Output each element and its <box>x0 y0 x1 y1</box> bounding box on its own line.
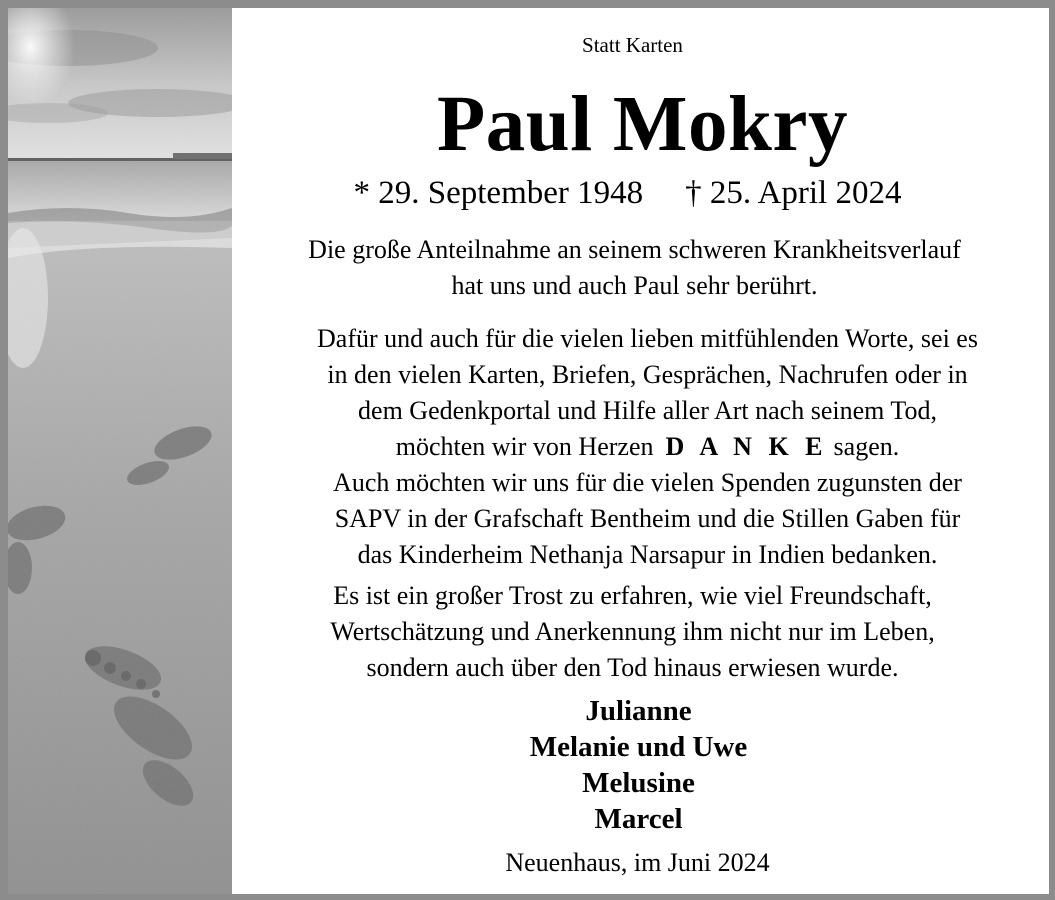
paragraph-2-line: Auch möchten wir uns für die vielen Spenden zugunsten der <box>333 468 962 497</box>
signatures <box>230 693 1047 837</box>
paragraph-1-line: Die große Anteilnahme an seinem schweren Krankheitsverlauf <box>308 235 961 264</box>
danke-after: sagen. <box>833 432 900 461</box>
signature-name: Marcel <box>594 803 683 835</box>
place-date: Neuenhaus, im Juni 2024 <box>505 848 770 877</box>
intro-text: Statt Karten <box>582 33 683 57</box>
paragraph-3-line: Es ist ein großer Trost zu erfahren, wie viel Freundschaft, <box>333 581 932 610</box>
signature-name: Melusine <box>582 767 695 799</box>
signature-name: Melanie und Uwe <box>529 731 748 763</box>
paragraph-2-line: in den vielen Karten, Briefen, Gesprächen, Nachrufen oder in <box>327 360 968 389</box>
paragraph-3-line: Wertschätzung und Anerkennung ihm nicht nur im Leben, <box>330 617 935 646</box>
paragraph-3 <box>224 578 1041 686</box>
beach-footprints-photo <box>8 8 232 894</box>
paragraph-2-line: SAPV in der Grafschaft Bentheim und die Stillen Gaben für <box>334 504 961 533</box>
paragraph-2-line: das Kinderheim Nethanja Narsapur in Indien bedanken. <box>357 540 938 569</box>
birth-date: * 29. September 1948 <box>353 175 644 211</box>
notice-text-area <box>232 8 1049 894</box>
paragraph-2-line: Dafür und auch für die vielen lieben mitfühlenden Worte, sei es <box>317 324 978 353</box>
paragraph-3-line: sondern auch über den Tod hinaus erwiesen wurde. <box>366 653 899 682</box>
danke-before: möchten wir von Herzen <box>395 432 654 461</box>
danke-word: D A N K E <box>665 432 828 461</box>
paragraph-2-line: dem Gedenkportal und Hilfe aller Art nach seinem Tod, <box>358 396 937 425</box>
signature-name: Julianne <box>585 695 692 727</box>
paragraph-1-line: hat uns und auch Paul sehr berührt. <box>451 271 818 300</box>
danke-line <box>239 429 1055 465</box>
death-date: † 25. April 2024 <box>685 175 902 211</box>
life-dates <box>219 175 1036 212</box>
deceased-name: Paul Mokry <box>437 81 848 168</box>
paragraph-1 <box>226 232 1043 304</box>
paragraph-2 <box>239 321 1055 573</box>
